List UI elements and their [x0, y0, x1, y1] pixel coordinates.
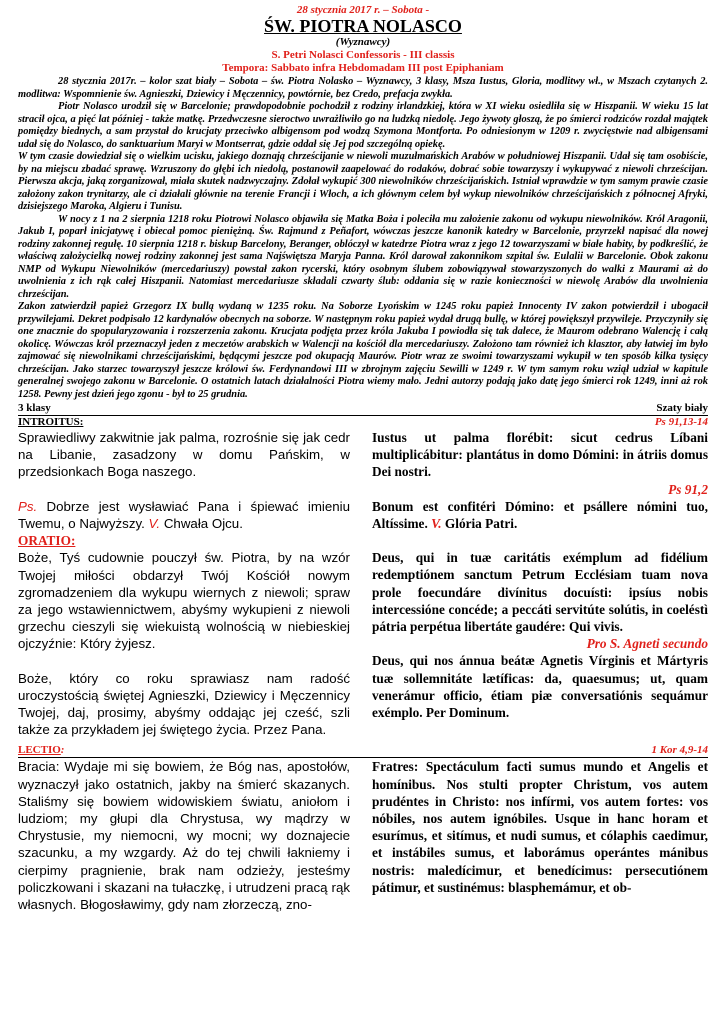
oratio-pl-text: Boże, Tyś cudownie pouczył św. Piotra, by na wzór Twojej miłości obdarzył Twój Kościół nowym zgromadzeniem dla wykupu wiernych z niewoli; spraw za jego wstawiennictwem, abyśmy wykupieni z niewoli grzechu cieszyli się wiekuistą wolnością w niebieskiej ojczyźnie: Który żyjesz. — [18, 550, 350, 652]
introitus-pl-psalm: Ps. Dobrze jest wysławiać Pana i śpiewać imieniu Twemu, o Najwyższy. V. Chwała Ojcu. — [18, 498, 350, 531]
introitus-latin — [372, 429, 708, 532]
lectio-polish — [18, 758, 350, 913]
lectio-latin — [372, 758, 708, 913]
lectio-columns — [18, 758, 708, 913]
page-title: ŚW. PIOTRA NOLASCO — [264, 16, 462, 36]
intro-paragraph: W nocy z 1 na 2 sierpnia 1218 roku Piotrowi Nolasco objawiła się Matka Boża i poleciła mu założenie zakonu od wykupu niewolników. Król Aragonii, Jakub I, poparł inicjatywę i obiecał pomoc pieniężną. Św. Rajmund z Peñafort, wówczas jeszcze kanonik katedry w Barcelonie, przyrzekł napisać dla nowej rodziny zakonnej regułę. 10 sierpnia 1218 r. biskup Barcelony, Beranger, oblóczył w katedrze Piotra wraz z jego 12 towarzyszami w białe habity, by podkreślić, że właściwą założycielką nowej rodziny zakonnej jest sama Najświętsza Maryja Panna. Król darował zakonnikom szpital św. Eulalii w Barcelonie. Obok zakonu NMP od Wykupu Niewolników (mercedariuszy) powstał zakon rycerski, który osobnym ślubem zobowiązywał stowarzyszonych do walki z Maurami aż do uwolnienia z ich rąk całej Hiszpanii. Natomiast mercedariusze składali czwarty ślub: oddania się w razie konieczności w niewolę Arabów dla uwolnienia chrześcijan. — [18, 213, 708, 300]
missal-page — [18, 4, 708, 913]
psalm-ref: Ps 91,2 — [668, 481, 708, 497]
introitus-label: INTROITUS: — [18, 416, 84, 428]
intro-paragraph: Zakon zatwierdził papież Grzegorz IX bullą wydaną w 1235 roku. Na Soborze Lyońskim w 1245 roku papież Innocenty IV zakon potwierdził i ubogacił przywilejami. Dekret podpisało 12 kardynałów obecnych na soborze. W następnym roku papież wydał drugą bullę, w której powiększył przywileje. Przyczyniły się one znacznie do spopularyzowania i rozszerzenia zakonu. Krucjata podjęta przez króla Jakuba I powiodła się tak dalece, że Maurom odebrano Walencję i całą okolicę. Wówczas król przeznaczył jeden z meczetów arabskich w Walencji na kościół dla mercedariuszy. Założono tam również ich klasztor, aby łatwiej im było zajmować się niewolnikami chrześcijańskimi, będącymi jeszcze pod okupacją Maurów. Piotr wraz ze swoimi towarzyszami wykupił w ten sposób kilka tysięcy chrześcijan. Jako starzec towarzyszył jeszcze królowi św. Ferdynandowi III w zbrojnym zajęciu Sewilli w 1249 r. W tym samym roku wziął udział w kapitule generalnej swojego zakonu w Barcelonie. O ostatnich latach działalności Piotra wiemy mało. Jedni autorzy podają jako datę jego śmierci rok 1249, inni aż rok 1258. Pewny jest dzień jego zgonu - był to 25 grudnia. — [18, 301, 708, 400]
lectio-label: LECTIO — [18, 744, 61, 757]
intro-paragraph: 28 stycznia 2017r. – kolor szat biały – Sobota – św. Piotra Nolasko – Wyznawcy, 3 klasy, Msza Iustus, Gloria, modlitwy wł., w Mszach czytanych 2. modlitwa: Wspomnienie św. Agnieszki, Dziewicy i Męczennicy, powtórnie, bez Credo, prefacja zwykła. — [18, 76, 708, 100]
introitus-la-psalm: Bonum est confitéri Dómino: et psállere nómini tuo, Altíssime. V. Glória Patri. — [372, 498, 708, 532]
date-line: 28 stycznia 2017 r. – Sobota - — [296, 4, 430, 16]
lectio-label-wrap: LECTIO: — [18, 744, 65, 757]
rank-bar — [18, 402, 708, 416]
tempora-line: Tempora: Sabbato infra Hebdomadam III post Epiphaniam — [222, 62, 504, 74]
introitus-ref: Ps 91,13-14 — [654, 416, 708, 428]
lectio-la-text: Fratres: Spectáculum facti sumus mundo et Angelis et homínibus. Nos stulti propter Christum, vos autem prudéntes in Christo: nos infírmi, vos autem fortes: vos nóbiles, nos autem ignóbiles. Usque in hanc horam et esurímus, et sitímus, et nudi sumus, et cólaphis caedimur, et instábiles sumus, et laborámus operántes mánibus nostris: maledícimur, et benedícimus: persecutiónem pátimur, et sustinémus: blasphemámur, et ob- — [372, 759, 708, 895]
intro-paragraph: Piotr Nolasco urodził się w Barcelonie; prawdopodobnie pochodził z rodziny irlandzkiej, która w XI wieku osiedliła się w Hiszpanii. W wieku 15 lat stracił ojca, a pięć lat później - także matkę. Przedwczesne sieroctwo uwrażliwiło go na ludzką niedolę. Jego żywoty głoszą, że po śmierci rodziców rozdał majątek pomiędzy biednych, a sam przystał do krucjaty przeciwko albigensom pod wodzą Szymona Montforta. Po odniesionym w 1209 r. zwycięstwie nad albigensami udał się do Nolasco, do sanktuarium Maryi w Montserrat, gdzie oddał się Jej pod szczególną opiekę. — [18, 101, 708, 150]
oratio-columns — [18, 532, 708, 738]
introitus-la-text: Iustus ut palma florébit: sicut cedrus Líbani multiplicábitur: plantátus in domo Dómini: in átriis domus Dei nostri. — [372, 430, 708, 480]
subtitle: (Wyznawcy) — [335, 36, 391, 48]
oratio-polish — [18, 532, 350, 738]
lectio-pl-text: Bracia: Wydaje mi się bowiem, że Bóg nas, apostołów, wyznaczył jako ostatnich, jakby na śmierć skazanych. Staliśmy się bowiem widowiskiem światu, aniołom i ludziom; my głupi dla Chrystusa, wy mądrzy w Chrystusie, my niemocni, wy mocni; wy doznajecie szacunku, a my wzgardy. Aż do tej chwili łakniemy i cierpimy pragnienie, brak nam odzieży, jesteśmy policzkowani i skazani na tułaczkę, i utrudzeni pracą rąk własnych. Błogosławimy, gdy nam złorzeczą, zno- — [18, 759, 350, 913]
class-label: 3 klasy — [18, 402, 51, 414]
feast-description — [18, 76, 708, 401]
oratio-latin — [372, 532, 708, 738]
oratio-la-text: Deus, qui in tuæ caritátis exémplum ad fidélium redemptiónem sanctum Petrum Ecclésiam tuam nova prole foecundáre divínitus docuísti: ipsíus nobis intercessióne concéde; a peccáti servitúte solútis, in coeléstì pátria perpétua libertáte gaudére: Qui vivis. — [372, 550, 708, 635]
oratio-label: ORATIO: — [18, 533, 76, 549]
introitus-header — [18, 416, 708, 429]
lectio-header — [18, 744, 708, 758]
vestments-label: Szaty biały — [656, 402, 708, 414]
introitus-polish — [18, 429, 350, 532]
introitus-columns — [18, 429, 708, 532]
commemoration-pl-text: Boże, który co roku sprawiasz nam radość uroczystością świętej Agnieszki, Dziewicy i Męczennicy Twojej, daj, prosimy, abyśmy oddając jej cześć, szli także za przykładem jej świętego życia. Przez Pana. — [18, 670, 350, 738]
lectio-ref: 1 Kor 4,9-14 — [651, 744, 708, 757]
latin-feast-name: S. Petri Nolasci Confessoris - III classis — [271, 49, 455, 61]
introitus-pl-text: Sprawiedliwy zakwitnie jak palma, rozrośnie się jak cedr na Libanie, zasadzony w domu Pańskim, w przedsionkach Boga naszego. — [18, 430, 350, 480]
commemoration-label: Pro S. Agneti secundo — [586, 636, 708, 652]
commemoration-la-text: Deus, qui nos ánnua beátæ Agnetis Vírginis et Mártyris tuæ sollemnitáte lætíficas: da, quaesumus; ut, quam venerámur officio, étiam piæ conversatiónis sequámur exémplo. Per Dominum. — [372, 653, 708, 721]
intro-paragraph: W tym czasie dowiedział się o wielkim ucisku, jakiego doznają chrześcijanie w niewoli muzułmańskich Arabów w południowej Hiszpanii. Udał się tam osobiście, by na miejscu zbadać sprawę. Wzruszony do głębi ich niedolą, postanowił zaapelować do rodaków, dobrać sobie towarzyszy i wykupywać z niewoli chrześcijan. Pierwsza akcja, jaką zorganizował, miała skutek nadzwyczajny. Zdołał wykupić 300 niewolników chrześcijańskich. Istniał wprawdzie w tym samym prawie czasie założony zakon trynitarzy, ale ci działali głównie na terenie Francji i Włoch, a ich głównym celem był wykup niewolników chrześcijańskich z północnej Afryki, dzisiejszego Maroka, Algieru i Tunisu. — [18, 151, 708, 212]
